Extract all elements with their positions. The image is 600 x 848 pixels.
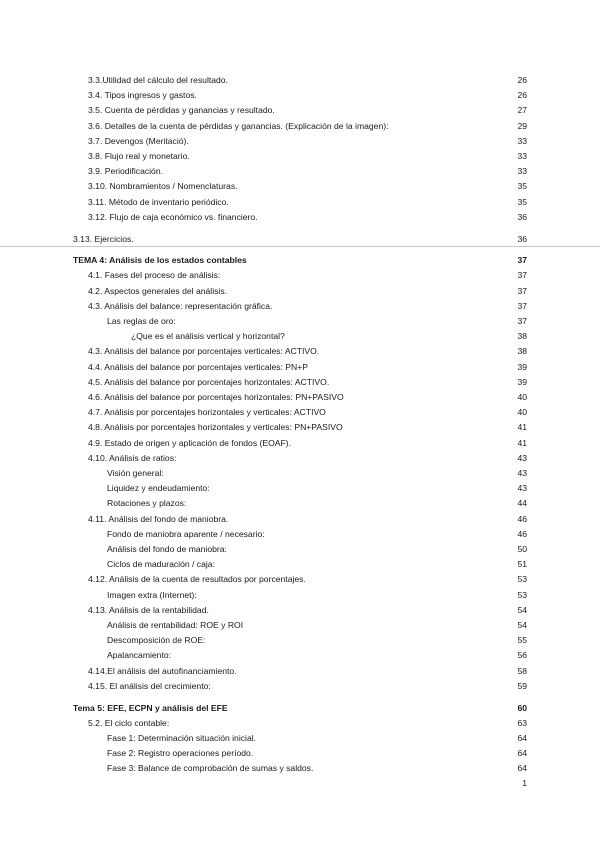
toc-entry-page: 59 bbox=[517, 680, 527, 691]
toc-entry[interactable] bbox=[0, 179, 600, 194]
toc-entry-page: 60 bbox=[517, 702, 527, 713]
toc-entry-title: 4.4. Análisis del balance por porcentajes verticales: PN+P bbox=[88, 361, 308, 372]
toc-entry-title: 5.2. El ciclo contable: bbox=[88, 717, 170, 728]
toc-entry[interactable] bbox=[0, 746, 600, 761]
toc-entry[interactable] bbox=[0, 232, 600, 247]
toc-entry-title: 3.13. Ejercicios. bbox=[73, 233, 134, 244]
toc-entry[interactable] bbox=[0, 716, 600, 731]
toc-entry[interactable] bbox=[0, 284, 600, 299]
page-number: 1 bbox=[522, 778, 527, 788]
toc-entry-page: 41 bbox=[517, 422, 527, 433]
toc-entry[interactable] bbox=[0, 405, 600, 420]
toc-entry-page: 54 bbox=[517, 604, 527, 615]
toc-entry[interactable] bbox=[0, 633, 600, 648]
toc-entry[interactable] bbox=[0, 195, 600, 210]
toc-entry-title: ¿Que es el análisis vertical y horizontal? bbox=[131, 331, 285, 342]
toc-entry-page: 43 bbox=[517, 452, 527, 463]
toc-entry-page: 43 bbox=[517, 483, 527, 494]
toc-entry-title: Ciclos de maduración / caja: bbox=[107, 559, 215, 570]
toc-entry-title: Fase 2: Registro operaciones período. bbox=[107, 748, 254, 759]
toc-entry-page: 27 bbox=[517, 105, 527, 116]
toc-entry[interactable] bbox=[0, 731, 600, 746]
toc-entry-title: 3.10. Nombramientos / Nomenclaturas. bbox=[88, 181, 238, 192]
toc-entry-page: 51 bbox=[517, 559, 527, 570]
toc-entry[interactable] bbox=[0, 164, 600, 179]
toc-entry[interactable] bbox=[0, 618, 600, 633]
toc-entry-page: 53 bbox=[517, 574, 527, 585]
toc-entry[interactable] bbox=[0, 648, 600, 663]
toc-entry-title: 3.3.Utilidad del cálculo del resultado. bbox=[88, 75, 228, 85]
toc-entry[interactable] bbox=[0, 134, 600, 149]
toc-entry-page: 33 bbox=[517, 135, 527, 146]
toc-entry-page: 40 bbox=[517, 392, 527, 402]
toc-entry[interactable] bbox=[0, 375, 600, 390]
toc-entry-page: 64 bbox=[517, 763, 527, 774]
toc-entry-page: 38 bbox=[517, 331, 527, 342]
toc-entry[interactable] bbox=[0, 527, 600, 542]
toc-entry[interactable] bbox=[0, 588, 600, 603]
toc-entry-page: 39 bbox=[517, 361, 527, 372]
toc-entry-title: 4.1. Fases del proceso de análisis: bbox=[88, 270, 221, 281]
toc-entry-page: 40 bbox=[517, 407, 527, 418]
toc-entry-title: Análisis del fondo de maniobra: bbox=[107, 544, 227, 554]
toc-entry-page: 36 bbox=[517, 233, 527, 244]
toc-entry[interactable] bbox=[0, 344, 600, 359]
toc-entry[interactable] bbox=[0, 268, 600, 283]
toc-entry-page: 37 bbox=[517, 270, 527, 281]
toc-entry-page: 44 bbox=[517, 498, 527, 509]
toc-entry-title: 4.8. Análisis por porcentajes horizontales y verticales: PN+PASIVO bbox=[88, 422, 343, 433]
toc-entry[interactable] bbox=[0, 466, 600, 481]
toc-entry[interactable] bbox=[0, 603, 600, 618]
toc-entry-page: 58 bbox=[517, 665, 527, 676]
toc-entry-title: 4.11. Análisis del fondo de maniobra. bbox=[88, 513, 229, 524]
toc-entry-page: 37 bbox=[517, 255, 527, 266]
toc-entry-page: 37 bbox=[517, 300, 527, 311]
toc-entry-page: 35 bbox=[517, 181, 527, 192]
toc-entry-title: Las reglas de oro: bbox=[107, 316, 176, 326]
toc-entry-page: 35 bbox=[517, 196, 527, 207]
toc-entry-page: 64 bbox=[517, 748, 527, 759]
toc-entry-page: 36 bbox=[517, 211, 527, 222]
toc-entry-page: 46 bbox=[517, 528, 527, 539]
toc-entry-title: 3.4. Tipos ingresos y gastos. bbox=[88, 90, 197, 101]
toc-entry-title: 4.10. Análisis de ratios: bbox=[88, 452, 177, 463]
toc-entry[interactable] bbox=[0, 149, 600, 164]
toc-entry[interactable] bbox=[0, 390, 600, 405]
toc-entry-page: 56 bbox=[517, 650, 527, 661]
toc-entry-page: 37 bbox=[517, 316, 527, 326]
toc-entry-title: 4.5. Análisis del balance por porcentajes horizontales: ACTIVO. bbox=[88, 376, 330, 387]
toc-entry-title: Fase 1: Determinación situación inicial. bbox=[107, 732, 257, 743]
toc-entry[interactable] bbox=[0, 572, 600, 587]
toc-entry-title: Descomposición de ROE: bbox=[107, 635, 206, 646]
toc-entry[interactable] bbox=[0, 512, 600, 527]
toc-entry-page: 43 bbox=[517, 468, 527, 478]
toc-entry-title: 4.14.El análisis del autofinanciamiento. bbox=[88, 665, 237, 676]
toc-entry-page: 29 bbox=[517, 120, 527, 131]
toc-entry-page: 33 bbox=[517, 151, 527, 161]
toc-entry[interactable] bbox=[0, 420, 600, 435]
toc-entry-title: 4.9. Estado de origen y aplicación de fondos (EOAF). bbox=[88, 437, 292, 448]
toc-entry-page: 55 bbox=[517, 635, 527, 646]
toc-entry-page: 64 bbox=[517, 732, 527, 743]
toc-entry[interactable] bbox=[0, 299, 600, 314]
toc-entry-title: TEMA 4: Análisis de los estados contables bbox=[73, 255, 247, 266]
toc-entry-page: 26 bbox=[517, 90, 527, 101]
toc-entry-page: 39 bbox=[517, 376, 527, 387]
toc-entry-title: Imagen extra (Internet): bbox=[107, 589, 197, 600]
toc-entry-page: 41 bbox=[517, 437, 527, 448]
toc-entry[interactable] bbox=[0, 557, 600, 572]
toc-entry-page: 53 bbox=[517, 589, 527, 600]
toc-entry[interactable] bbox=[0, 761, 600, 776]
toc-entry[interactable] bbox=[0, 360, 600, 375]
toc-entry-title: 4.15. El análisis del crecimiento: bbox=[88, 680, 211, 691]
toc-entry-title: 4.7. Análisis por porcentajes horizontales y verticales: ACTIVO bbox=[88, 407, 326, 418]
toc-entry-title: 3.9. Periodificación. bbox=[88, 166, 163, 177]
toc-entry-title: 4.6. Análisis del balance por porcentajes horizontales: PN+PASIVO bbox=[88, 392, 344, 402]
toc-entry[interactable] bbox=[0, 210, 600, 225]
toc-entry-page: 46 bbox=[517, 513, 527, 524]
toc-entry[interactable] bbox=[0, 329, 600, 344]
toc-entry-title: 4.12. Análisis de la cuenta de resultados por porcentajes. bbox=[88, 574, 306, 585]
toc-entry[interactable] bbox=[0, 451, 600, 466]
toc-entry-title: Fondo de maniobra aparente / necesario: bbox=[107, 528, 265, 539]
toc-entry-page: 63 bbox=[517, 717, 527, 728]
toc-entry-title: 3.6. Detalles de la cuenta de pérdidas y ganancias. (Explicación de la imagen): bbox=[88, 120, 389, 131]
toc-entry-title: 4.2. Aspectos generales del análisis. bbox=[88, 285, 228, 296]
toc-entry-title: Liquidez y endeudamiento: bbox=[107, 483, 210, 494]
toc-entry[interactable] bbox=[0, 496, 600, 511]
toc-entry-title: Tema 5: EFE, ECPN y análisis del EFE bbox=[73, 702, 228, 713]
toc-entry-title: 4.13. Análisis de la rentabilidad. bbox=[88, 604, 209, 615]
toc-entry-title: 3.5. Cuenta de pérdidas y ganancias y resultado. bbox=[88, 105, 275, 116]
toc-entry-title: 3.11. Método de inventario periódico. bbox=[88, 196, 229, 207]
toc-entry[interactable] bbox=[0, 664, 600, 679]
toc-entry-title: Rotaciones y plazos: bbox=[107, 498, 187, 509]
toc-entry-page: 54 bbox=[517, 620, 527, 630]
toc-entry-title: Fase 3: Balance de comprobación de sumas y saldos. bbox=[107, 763, 314, 774]
toc-entry[interactable] bbox=[0, 119, 600, 134]
toc-entry[interactable] bbox=[0, 253, 600, 268]
toc-entry[interactable] bbox=[0, 88, 600, 103]
toc-entry[interactable] bbox=[0, 73, 600, 88]
toc-entry[interactable] bbox=[0, 701, 600, 716]
toc-entry[interactable] bbox=[0, 542, 600, 557]
toc-entry-title: Análisis de rentabilidad: ROE y ROI bbox=[107, 620, 244, 630]
toc-entry[interactable] bbox=[0, 103, 600, 118]
toc-entry-title: 3.7. Devengos (Meritació). bbox=[88, 135, 189, 146]
toc-entry-title: 4.3. Análisis del balance por porcentajes verticales: ACTIVO. bbox=[88, 346, 320, 357]
toc-entry[interactable] bbox=[0, 314, 600, 329]
toc-entry-title: Apalancamiento: bbox=[107, 650, 172, 661]
toc-entry-page: 33 bbox=[517, 166, 527, 177]
toc-entry-title: 3.8. Flujo real y monetario. bbox=[88, 151, 190, 161]
toc-entry-page: 37 bbox=[517, 285, 527, 296]
toc-entry[interactable] bbox=[0, 481, 600, 496]
toc-entry-title: 3.12. Flujo de caja económico vs. financiero. bbox=[88, 211, 258, 222]
toc-entry-title: Visión general: bbox=[107, 468, 164, 478]
toc-entry-title: 4.3. Análisis del balance: representación gráfica. bbox=[88, 300, 273, 311]
toc-entry-page: 50 bbox=[517, 544, 527, 554]
toc-entry-page: 38 bbox=[517, 346, 527, 357]
toc-entry-page: 26 bbox=[517, 75, 527, 85]
toc-entry[interactable] bbox=[0, 679, 600, 694]
toc-entry[interactable] bbox=[0, 436, 600, 451]
